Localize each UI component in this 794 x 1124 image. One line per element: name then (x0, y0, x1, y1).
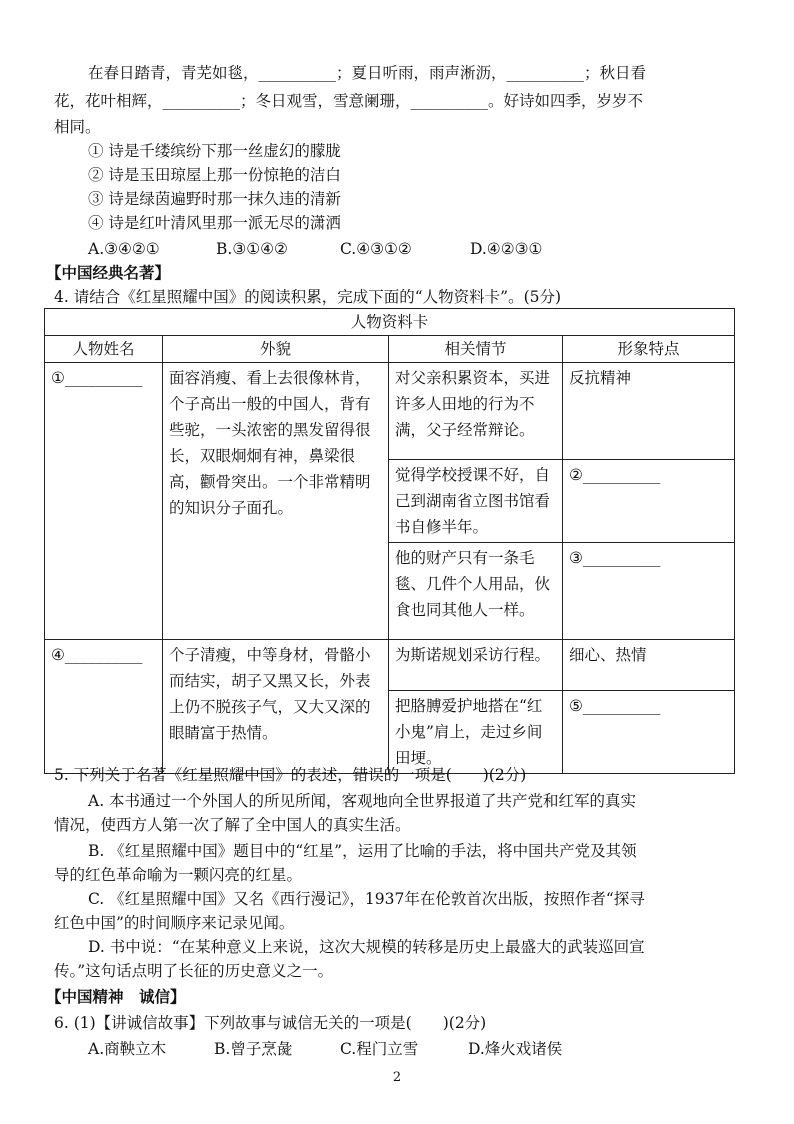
q3-option-b: B.③①④② (216, 240, 288, 258)
q5-option-a-line1: A. 本书通过一个外国人的所见所闻，客观地向全世界报道了共产党和红军的真实 (88, 792, 637, 810)
q6-option-c: C.程门立雪 (340, 1040, 419, 1058)
person2-plot-2: 把胳膊爱护地搭在“红小鬼”肩上，走过乡间田埂。 (389, 691, 563, 774)
person2-plot-1: 为斯诺规划采访行程。 (389, 640, 563, 691)
table-header-name: 人物姓名 (45, 336, 163, 363)
person1-trait-1: 反抗精神 (563, 363, 735, 460)
q3-stem-line1: 在春日踏青，青芜如毯，__________；夏日听雨，雨声淅沥，__________；秋日看 (88, 64, 647, 82)
page-number: 2 (392, 1070, 402, 1085)
q6-option-d: D.烽火戏诸侯 (468, 1040, 563, 1058)
table-header-plot: 相关情节 (389, 336, 563, 363)
q5-option-a-line2: 情况，使西方人第一次了解了全中国人的真实生活。 (54, 816, 411, 834)
section-heading-classics: 【中国经典名著】 (46, 263, 171, 282)
q6-option-b: B.曾子烹彘 (214, 1040, 293, 1058)
q3-item-4: ④ 诗是红叶清风里那一派无尽的潇洒 (88, 214, 341, 232)
person1-trait-2-blank[interactable]: ②__________ (563, 460, 735, 543)
person2-trait-2-blank[interactable]: ⑤__________ (563, 691, 735, 774)
table-header-appearance: 外貌 (163, 336, 389, 363)
person1-appearance: 面容消瘦、看上去很像林肯，个子高出一般的中国人，背有些驼，一头浓密的黑发留得很长，双眼炯炯有神，鼻梁很高，颧骨突出。一个非常精明的知识分子面孔。 (163, 363, 389, 640)
person1-plot-2: 觉得学校授课不好，自己到湖南省立图书馆看书自修半年。 (389, 460, 563, 543)
person2-trait-1: 细心、热情 (563, 640, 735, 691)
q3-stem-line2: 花，花叶相辉，__________；冬日观雪，雪意阑珊，__________。好诗如四季，岁岁不 (54, 92, 644, 110)
q5-option-d-line1: D. 书中说：“在某种意义上来说，这次大规模的转移是历史上最盛大的武装巡回宣 (88, 938, 645, 956)
q3-option-a: A.③④②① (88, 240, 160, 258)
q3-option-d: D.④②③① (470, 240, 543, 258)
q6-stem: 6. (1)【讲诚信故事】下列故事与诚信无关的一项是( )(2分) (54, 1014, 487, 1032)
person1-trait-3-blank[interactable]: ③__________ (563, 543, 735, 640)
q5-option-b-line1: B. 《红星照耀中国》题目中的“红星”，运用了比喻的手法，将中国共产党及其领 (88, 842, 637, 860)
table-title: 人物资料卡 (45, 309, 735, 336)
person1-plot-1: 对父亲积累资本，买进许多人田地的行为不满，父子经常辩论。 (389, 363, 563, 460)
section-heading-spirit: 【中国精神 诚信】 (46, 987, 186, 1006)
q3-item-2: ② 诗是玉田琼屋上那一份惊艳的洁白 (88, 166, 341, 184)
person2-appearance: 个子清瘦，中等身材，骨骼小而结实，胡子又黑又长，外表上仍不脱孩子气，又大又深的眼睛富于热情。 (163, 640, 389, 774)
q3-item-3: ③ 诗是绿茵遍野时那一抹久违的清新 (88, 190, 341, 208)
person1-name-blank[interactable]: ①__________ (45, 363, 163, 640)
person1-plot-3: 他的财产只有一条毛毯、几件个人用品，伙食也同其他人一样。 (389, 543, 563, 640)
q5-option-d-line2: 传。”这句话点明了长征的历史意义之一。 (54, 962, 334, 980)
q5-stem: 5. 下列关于名著《红星照耀中国》的表述，错误的一项是( )(2分) (54, 766, 527, 784)
q3-item-1: ① 诗是千缕缤纷下那一丝虚幻的朦胧 (88, 142, 341, 160)
q4-stem: 4. 请结合《红星照耀中国》的阅读积累，完成下面的“人物资料卡”。(5分) (54, 288, 562, 306)
q5-option-c-line1: C. 《红星照耀中国》又名《西行漫记》，1937年在伦敦首次出版，按照作者“探寻 (88, 890, 645, 908)
person2-name-blank[interactable]: ④__________ (45, 640, 163, 774)
q6-option-a: A.商鞅立木 (88, 1040, 167, 1058)
character-profile-table (44, 308, 735, 774)
q5-option-c-line2: 红色中国”的时间顺序来记录见闻。 (54, 914, 295, 932)
q5-option-b-line2: 导的红色革命喻为一颗闪亮的红星。 (54, 866, 303, 884)
table-header-trait: 形象特点 (563, 336, 735, 363)
q3-option-c: C.④③①② (340, 240, 412, 258)
q3-stem-line3: 相同。 (54, 118, 101, 136)
